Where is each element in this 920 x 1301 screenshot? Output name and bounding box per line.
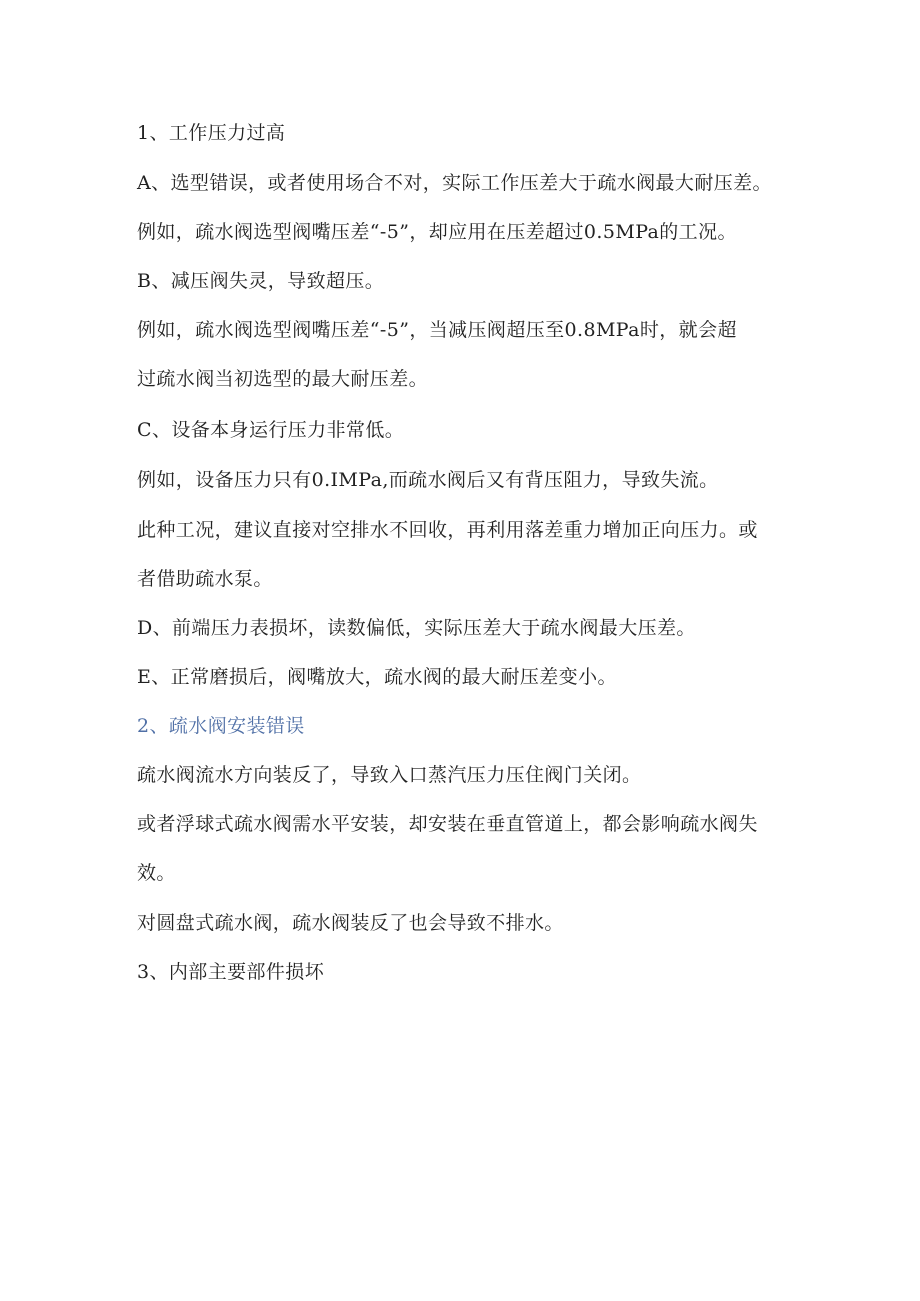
paragraph-c-advice-line-2: 者借助疏水泵。 xyxy=(137,568,273,590)
section-3-heading: 3、内部主要部件损坏 xyxy=(137,961,325,983)
section-2-heading: 2、疏水阀安装错误 xyxy=(137,715,305,737)
paragraph-c: C、设备本身运行压力非常低。 xyxy=(137,419,405,441)
section-2-paragraph-2-line-2: 效。 xyxy=(137,862,176,884)
paragraph-e: E、正常磨损后，阀嘴放大，疏水阀的最大耐压差变小。 xyxy=(137,666,617,688)
paragraph-c-advice-line-1: 此种工况，建议直接对空排水不回收，再利用落差重力增加正向压力。或 xyxy=(137,519,758,541)
paragraph-c-example: 例如，设备压力只有0.IMPa,而疏水阀后又有背压阻力，导致失流。 xyxy=(137,469,719,491)
paragraph-b-example-line-1: 例如，疏水阀选型阀嘴压差“-5”，当减压阀超压至0.8MPa时，就会超 xyxy=(137,319,737,341)
section-2-paragraph-1: 疏水阀流水方向装反了，导致入口蒸汽压力压住阀门关闭。 xyxy=(137,764,642,786)
paragraph-d: D、前端压力表损坏，读数偏低，实际压差大于疏水阀最大压差。 xyxy=(137,617,696,639)
section-2-paragraph-2-line-1: 或者浮球式疏水阀需水平安装，却安装在垂直管道上，都会影响疏水阀失 xyxy=(137,813,758,835)
paragraph-b: B、减压阀失灵，导致超压。 xyxy=(137,270,385,292)
section-2-paragraph-3: 对圆盘式疏水阀，疏水阀装反了也会导致不排水。 xyxy=(137,912,564,934)
paragraph-b-example-line-2: 过疏水阀当初选型的最大耐压差。 xyxy=(137,368,429,390)
paragraph-a: A、选型错误，或者使用场合不对，实际工作压差大于疏水阀最大耐压差。 xyxy=(137,172,772,194)
section-1-heading: 1、工作压力过高 xyxy=(137,122,286,144)
paragraph-a-example: 例如，疏水阀选型阀嘴压差“-5”，却应用在压差超过0.5MPa的工况。 xyxy=(137,221,737,243)
